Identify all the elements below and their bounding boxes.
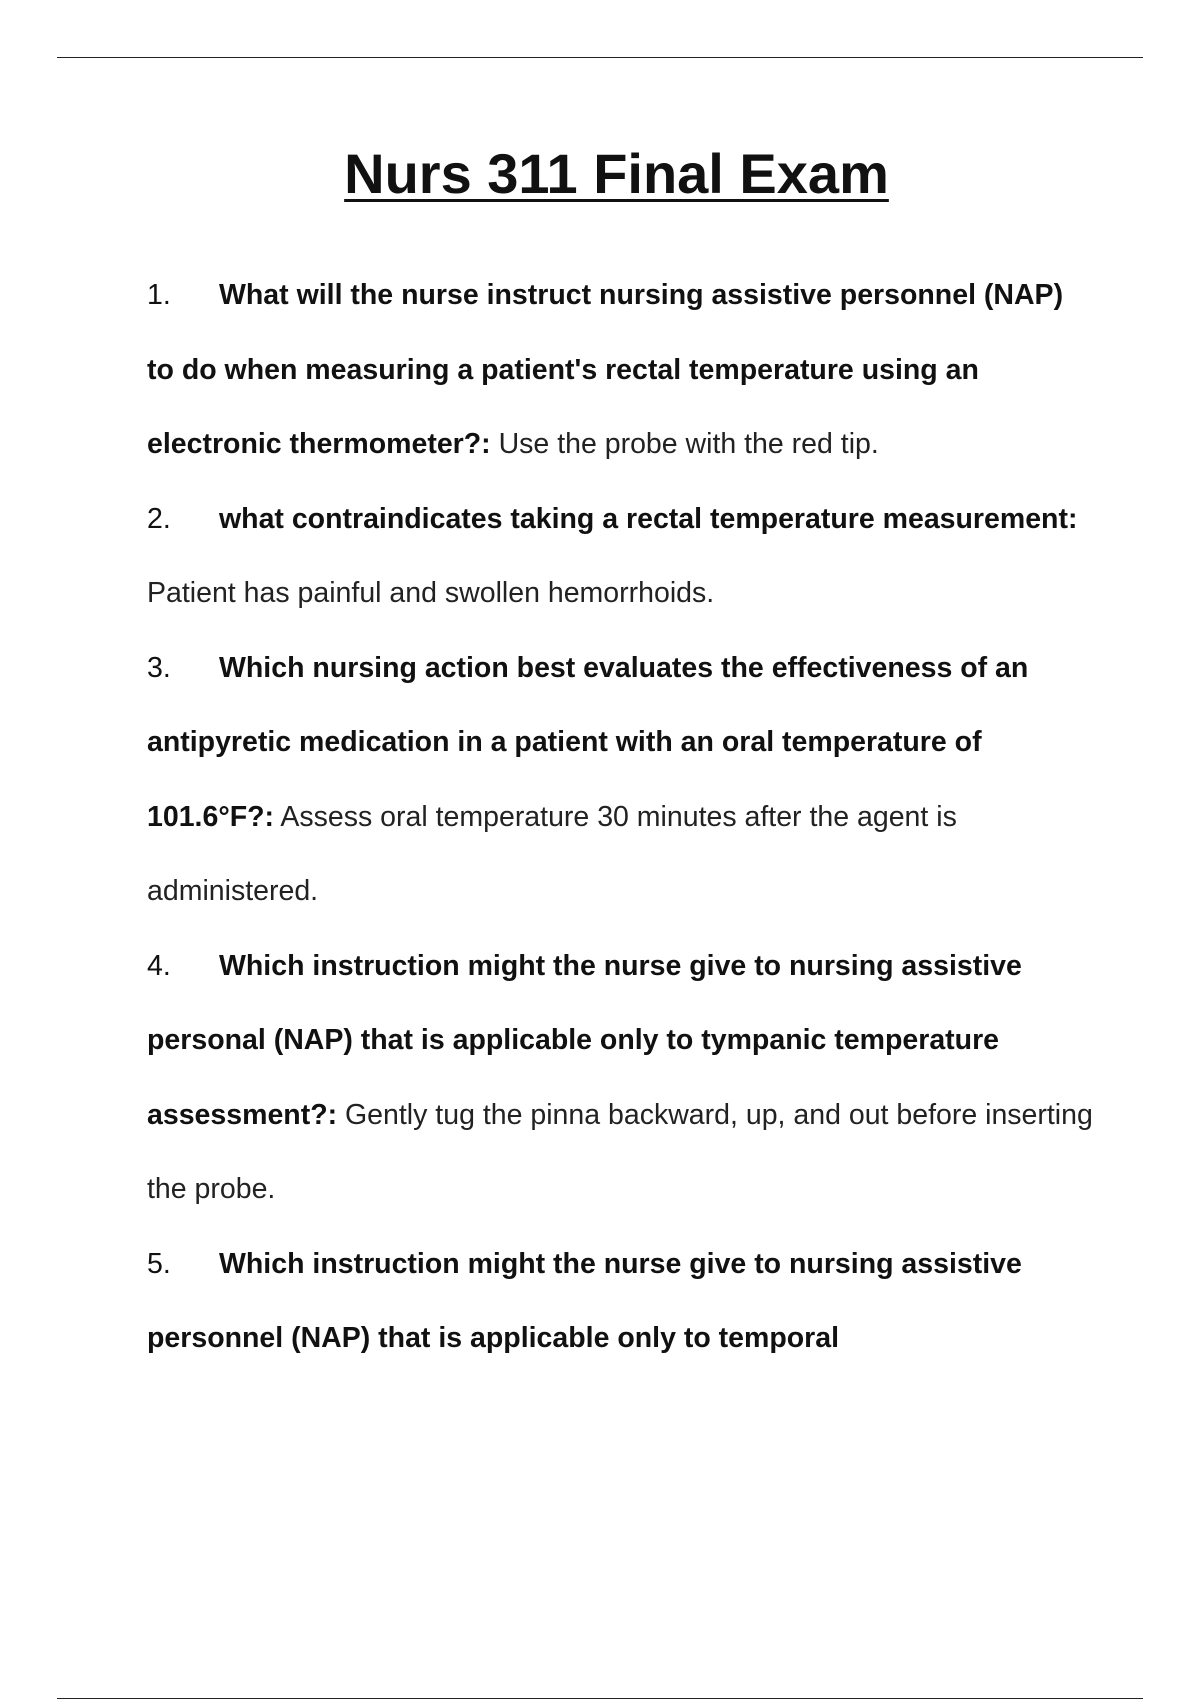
question-number: 5.	[147, 1247, 171, 1280]
question-number: 1.	[147, 279, 171, 311]
question-text: What will the nurse instruct nursing assistive personnel (NAP) to do when measuring a patient's rectal temperature using an electronic thermometer?:	[147, 279, 1064, 460]
question-number: 3.	[147, 651, 171, 684]
top-divider	[57, 57, 1143, 58]
question-number: 4.	[147, 949, 171, 982]
answer-text: Patient has painful and swollen hemorrhoids.	[147, 577, 715, 609]
bottom-divider	[57, 1698, 1143, 1699]
question-text: Which nursing action best evaluates the effectiveness of an antipyretic medication in a patient with an oral temperature of 101.6°F?:	[147, 651, 1029, 833]
question-item	[147, 258, 1097, 482]
question-item	[147, 929, 1097, 1227]
question-item	[147, 631, 1097, 929]
question-item	[147, 1227, 1097, 1376]
answer-text: Assess oral temperature 30 minutes after the agent is administered.	[147, 800, 957, 907]
page-title: Nurs 311 Final Exam	[344, 142, 889, 205]
question-text: Which instruction might the nurse give to nursing assistive personnel (NAP) that is applicable only to temporal	[147, 1247, 1022, 1354]
question-list	[147, 258, 1097, 1376]
question-number: 2.	[147, 502, 171, 535]
question-text: Which instruction might the nurse give to nursing assistive personal (NAP) that is applicable only to tympanic temperature assessment?:	[147, 949, 1022, 1131]
answer-text: Use the probe with the red tip.	[498, 428, 879, 460]
answer-text: Gently tug the pinna backward, up, and out before inserting the probe.	[147, 1098, 1093, 1205]
question-text: what contraindicates taking a rectal temperature measurement:	[219, 502, 1078, 535]
question-item	[147, 482, 1097, 631]
